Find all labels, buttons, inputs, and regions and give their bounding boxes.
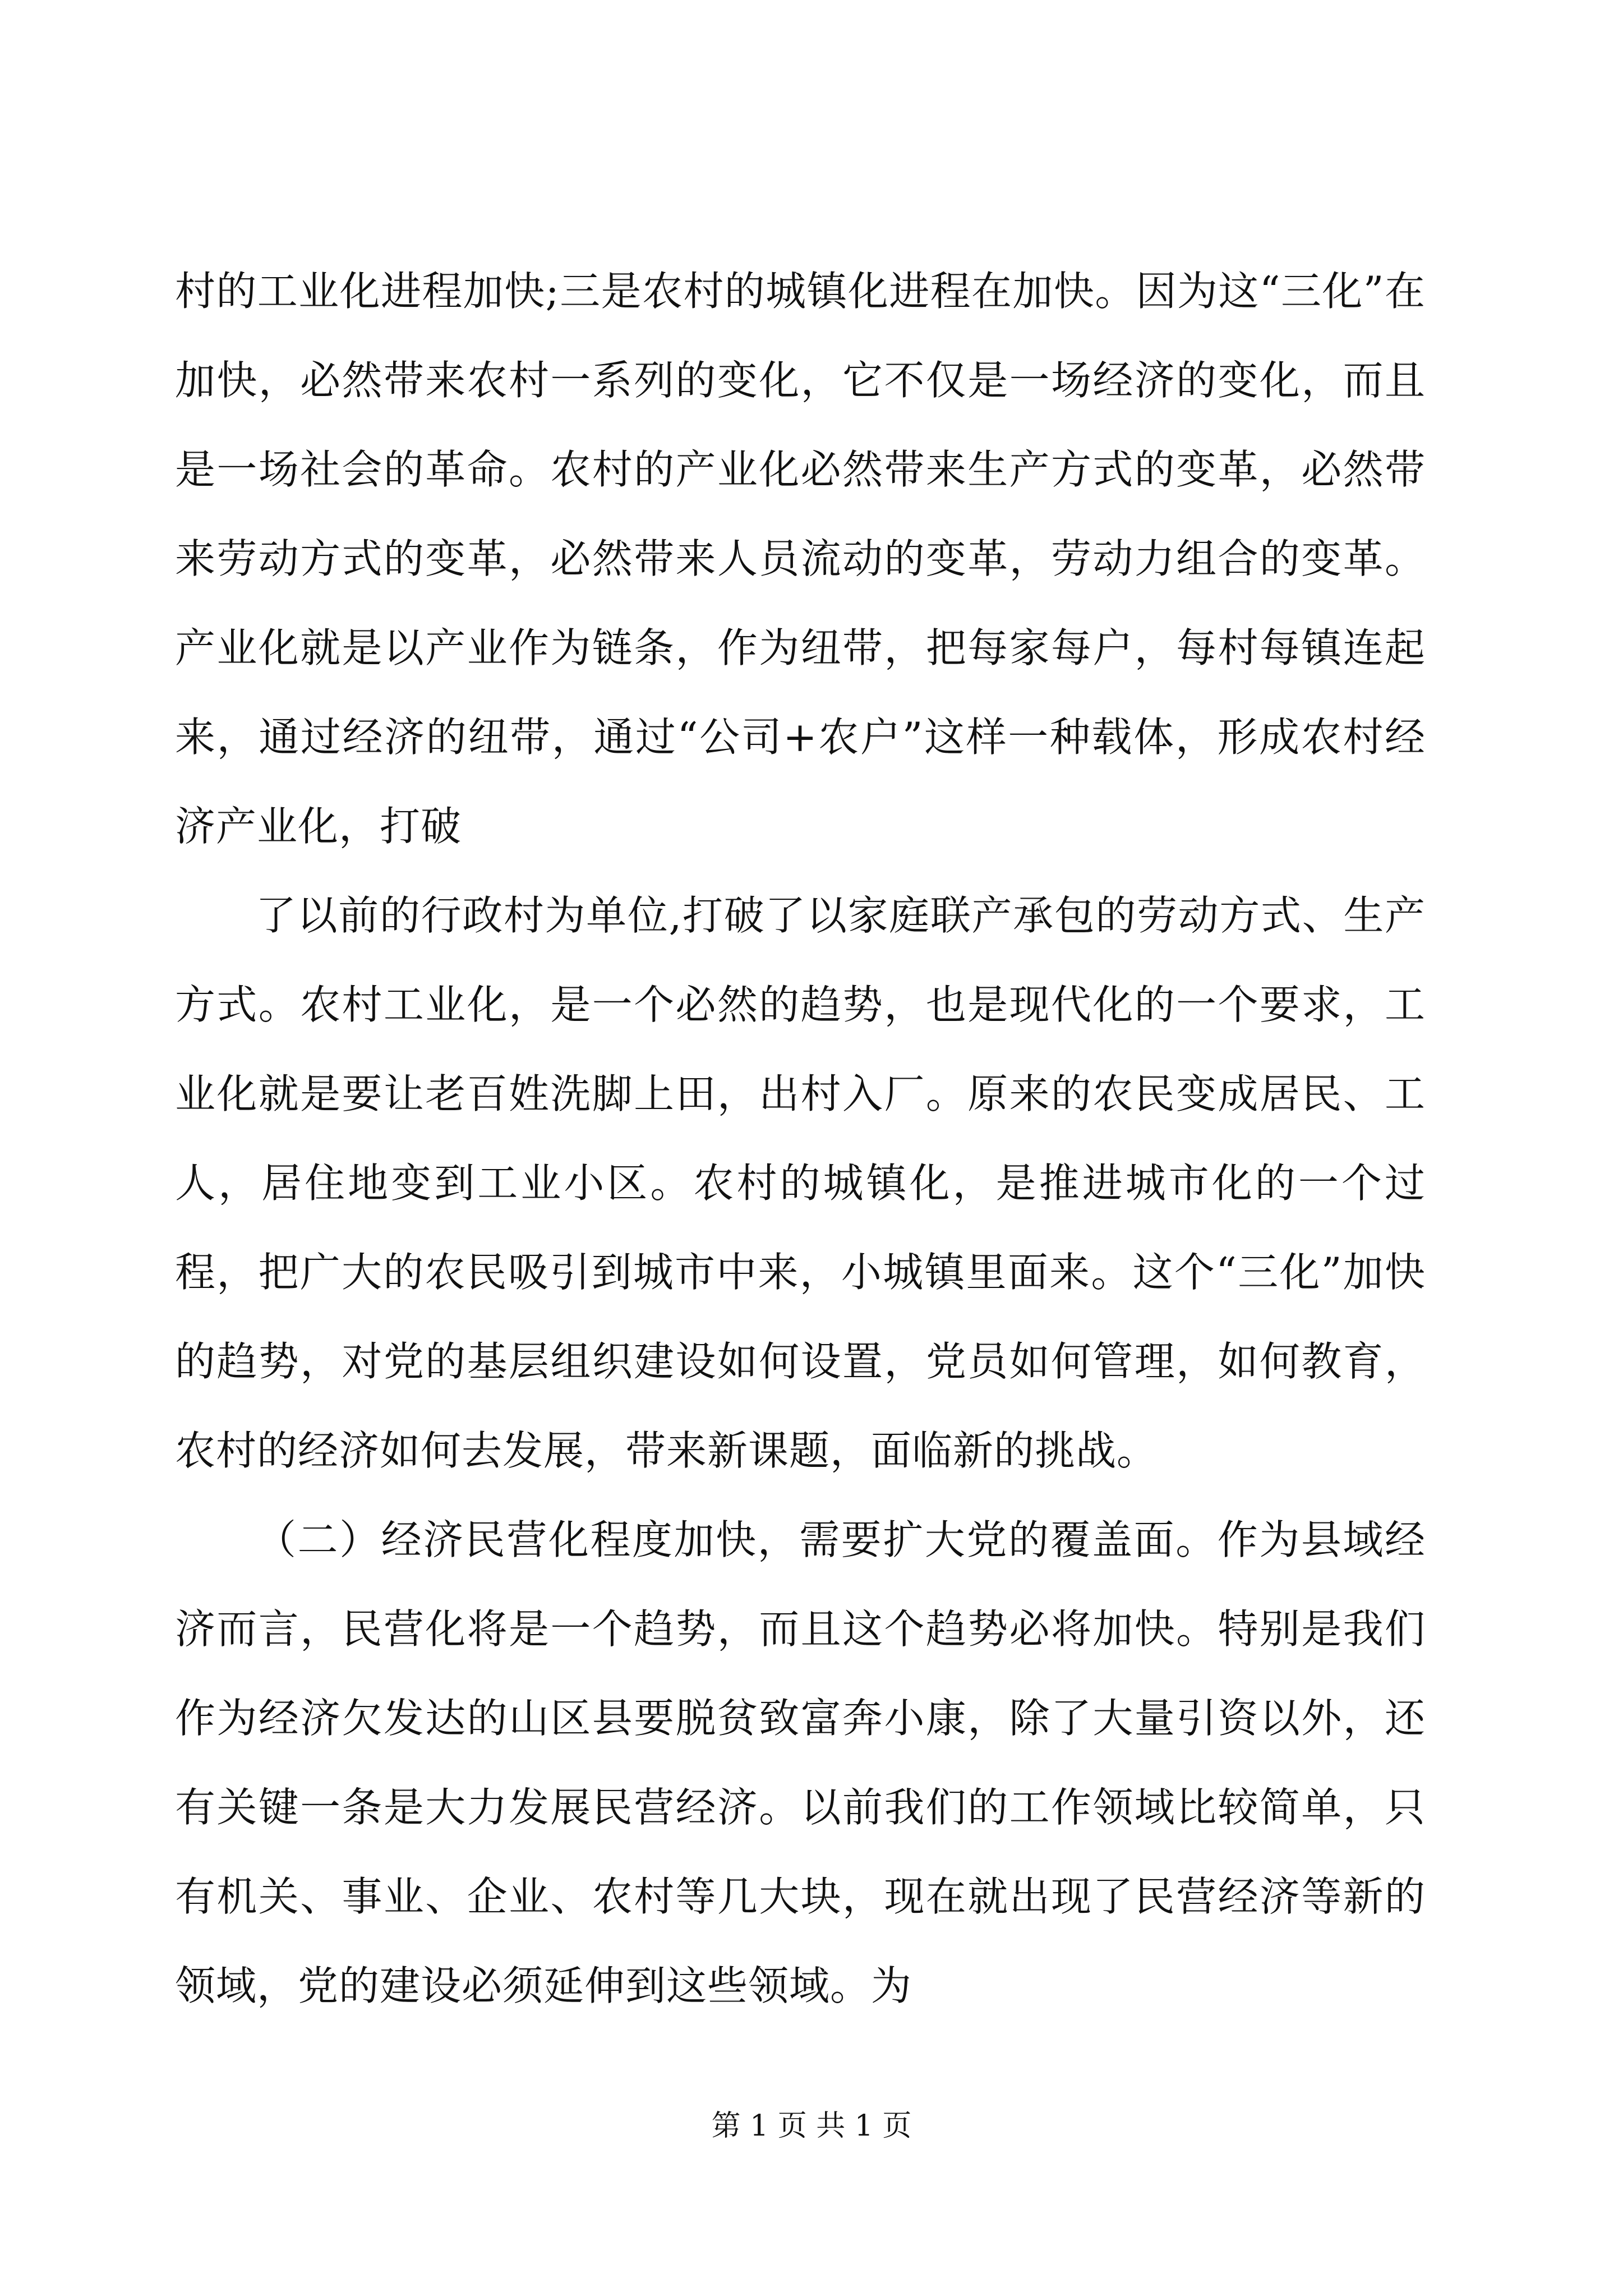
- paragraph-1: 村的工业化进程加快;三是农村的城镇化进程在加快。因为这“三化”在加快，必然带来农村一系列的变化，它不仅是一场经济的变化，而且是一场社会的革命。农村的产业化必然带来生产方式的变革，必然带来劳动方式的变革，必然带来人员流动的变革，劳动力组合的变革。产业化就是以产业作为链条，作为纽带，把每家每户，每村每镇连起来，通过经济的纽带，通过“公司+农户”这样一种载体，形成农村经济产业化，打破: [175, 268, 1426, 850]
- paragraph-3: （二）经济民营化程度加快，需要扩大党的覆盖面。作为县域经济而言，民营化将是一个趋势，而且这个趋势必将加快。特别是我们作为经济欠发达的山区县要脱贫致富奔小康，除了大量引资以外，还有关键一条是大力发展民营经济。以前我们的工作领域比较简单，只有机关、事业、企业、农村等几大块，现在就出现了民营经济等新的领域，党的建设必须延伸到这些领域。为: [175, 1516, 1426, 2009]
- page-footer: 第 1 页 共 1 页: [711, 2109, 912, 2143]
- paragraph-2: 了以前的行政村为单位,打破了以家庭联产承包的劳动方式、生产方式。农村工业化，是一个必然的趋势，也是现代化的一个要求，工业化就是要让老百姓洗脚上田，出村入厂。原来的农民变成居民、工人，居住地变到工业小区。农村的城镇化，是推进城市化的一个过程，把广大的农民吸引到城市中来，小城镇里面来。这个“三化”加快的趋势，对党的基层组织建设如何设置，党员如何管理，如何教育，农村的经济如何去发展，带来新课题，面临新的挑战。: [175, 892, 1426, 1474]
- document-body: [175, 247, 1426, 2031]
